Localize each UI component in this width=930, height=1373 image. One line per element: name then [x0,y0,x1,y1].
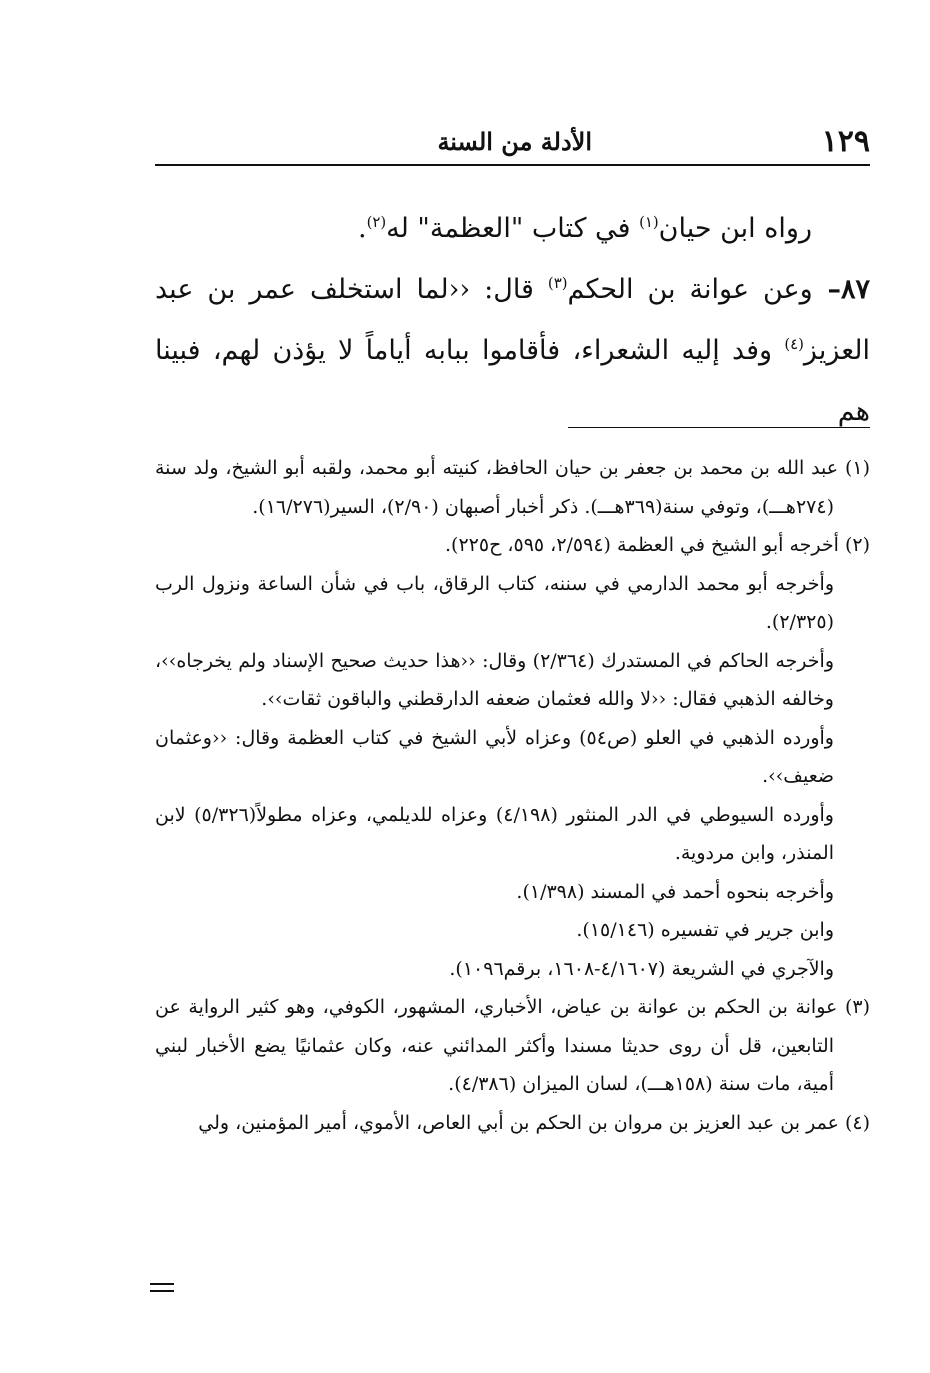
main-text [155,198,870,442]
footnote-ref-1[interactable]: (١) [639,213,659,231]
footnote-4: (٤) عمر بن عبد العزيز بن مروان بن الحكم بن أبي العاص، الأموي، أمير المؤمنين، ولي [198,1111,870,1134]
hadith-number: ٨٧– [812,274,871,305]
header-rule [155,164,870,166]
footnotes [155,449,870,1142]
footnote-2-continuation: وأورده الذهبي في العلو (ص٥٤) وعزاه لأبي الشيخ في كتاب العظمة وقال: ‹‹وعثمان ضعيف››. [155,726,834,787]
footnote-ref-3[interactable]: (٣) [547,274,568,292]
footnote-ref-2[interactable]: (٢) [366,213,387,231]
page-number: ١٢٩ [821,124,870,159]
page-header [155,120,870,164]
paragraph-narration: رواه ابن حيان$^{(١)}$ في كتاب "العظمة" له$^{(٢)}$. [357,213,812,244]
footnote-2-continuation: والآجري في الشريعة (٤/١٦٠٧-١٦٠٨، برقم١٠٩٦). [449,957,834,980]
footnote-3: (٣) عوانة بن الحكم بن عوانة بن عياض، الأخباري، المشهور، الكوفي، وهو كثير الرواية عن التابعين، قل أن روى حديثا مسندا وأكثر المدائني عنه، وكان عثمانيًا يضع الأخبار لبني أمية، مات سنة (١٥٨هـــ)، لسان الميزان (٤/٣٨٦). [155,996,870,1095]
footnote-2-continuation: وأخرجه بنحوه أحمد في المسند (١/٣٩٨). [516,880,834,903]
paragraph-87: ٨٧– وعن عوانة بن الحكم$^{(٣)}$ قال: ‹‹لما استخلف عمر بن عبد العزيز$^{(٤)}$ وفد إليه الشعراء، فأقاموا ببابه أياماً لا يؤذن لهم، فبينا هم [155,274,871,427]
footnote-2-continuation: وأخرجه الحاكم في المستدرك (٢/٣٦٤) وقال: ‹‹هذا حديث صحيح الإسناد ولم يخرجاه››، وخالفه الذهبي فقال: ‹‹لا والله فعثمان ضعفه الدارقطني والباقون ثقات››. [155,649,834,710]
footnote-2: (٢) أخرجه أبو الشيخ في العظمة (٢/٥٩٤، ٥٩٥، ح٢٢٥). [445,534,870,556]
continuation-mark [150,1283,174,1293]
footnote-2-continuation: وابن جرير في تفسيره (١٥/١٤٦). [576,919,834,941]
footnote-ref-4[interactable]: (٤) [784,335,804,353]
footnote-2-continuation: وأخرجه أبو محمد الدارمي في سننه، كتاب الرقاق، باب في شأن الساعة ونزول الرب (٢/٣٢٥). [155,572,834,633]
footnote-separator [568,427,870,428]
footnote-2-continuation: وأورده السيوطي في الدر المنثور (٤/١٩٨) وعزاه للديلمي، وعزاه مطولاً(٥/٣٢٦) لابن المنذر، وابن مردوية. [155,803,834,864]
footnote-1: (١) عبد الله بن محمد بن جعفر بن حيان الحافظ، كنيته أبو محمد، ولقبه أبو الشيخ، ولد سنة (٢٧٤هـــ)، وتوفي سنة(٣٦٩هـــ). ذكر أخبار أصبهان (٢/٩٠)، السير(١٦/٢٧٦). [155,457,870,518]
running-title: الأدلة من السنة [437,127,592,156]
